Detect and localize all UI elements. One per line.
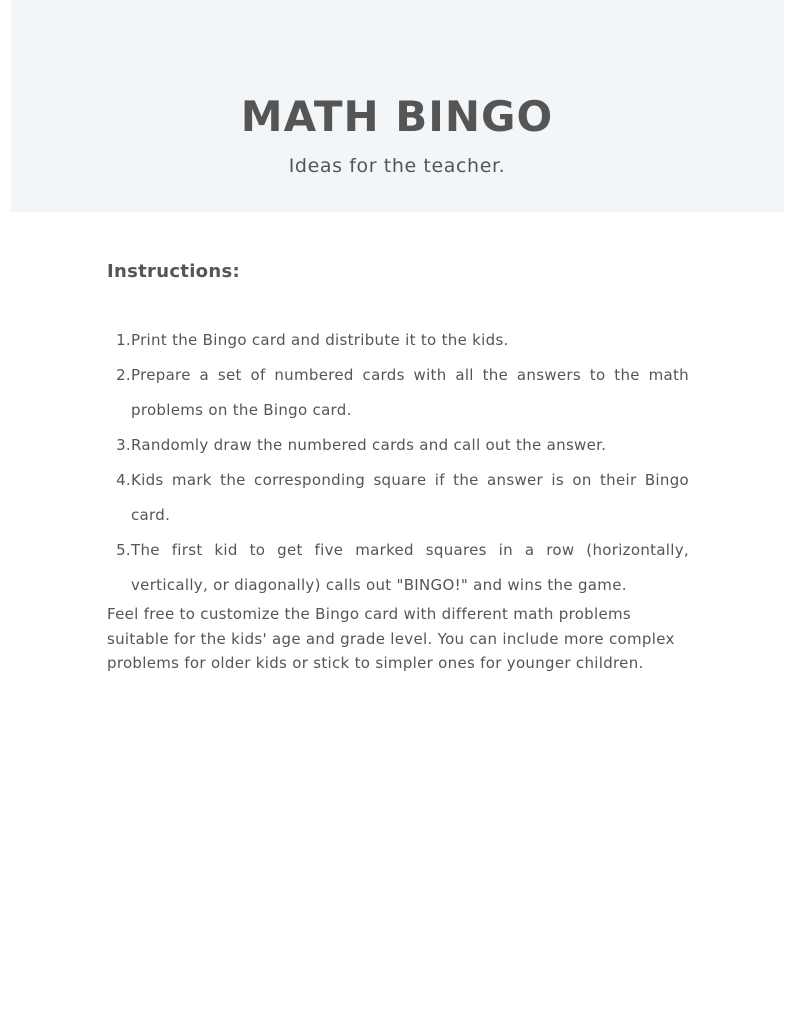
step-number: 5. bbox=[116, 541, 131, 559]
instruction-step bbox=[107, 428, 689, 463]
instruction-step bbox=[107, 323, 689, 358]
page-subtitle: Ideas for the teacher. bbox=[288, 155, 506, 177]
instruction-step bbox=[107, 358, 689, 428]
step-number: 1. bbox=[116, 331, 131, 349]
step-number: 2. bbox=[116, 366, 131, 384]
instructions-heading: Instructions: bbox=[107, 261, 240, 282]
step-text: Print the Bingo card and distribute it to the kids. bbox=[131, 331, 509, 349]
step-text: Randomly draw the numbered cards and call out the answer. bbox=[131, 436, 607, 454]
instruction-step bbox=[107, 533, 689, 603]
step-number: 3. bbox=[116, 436, 131, 454]
step-number: 4. bbox=[116, 471, 131, 489]
instructions-list bbox=[107, 323, 689, 603]
page-title: MATH BINGO bbox=[240, 92, 554, 141]
instruction-step bbox=[107, 463, 689, 533]
step-text: Kids mark the corresponding square if the answer is on their Bingo card. bbox=[131, 471, 689, 524]
step-text: Prepare a set of numbered cards with all the answers to the math problems on the Bingo card. bbox=[131, 366, 689, 419]
step-text: The first kid to get five marked squares in a row (horizontally, vertically, or diagonally) calls out "BINGO!" and wins the game. bbox=[131, 541, 689, 594]
customization-note: Feel free to customize the Bingo card with different math problems suitable for the kids' age and grade level. You can include more complex problems for older kids or stick to simpler ones for younger children. bbox=[107, 605, 675, 672]
